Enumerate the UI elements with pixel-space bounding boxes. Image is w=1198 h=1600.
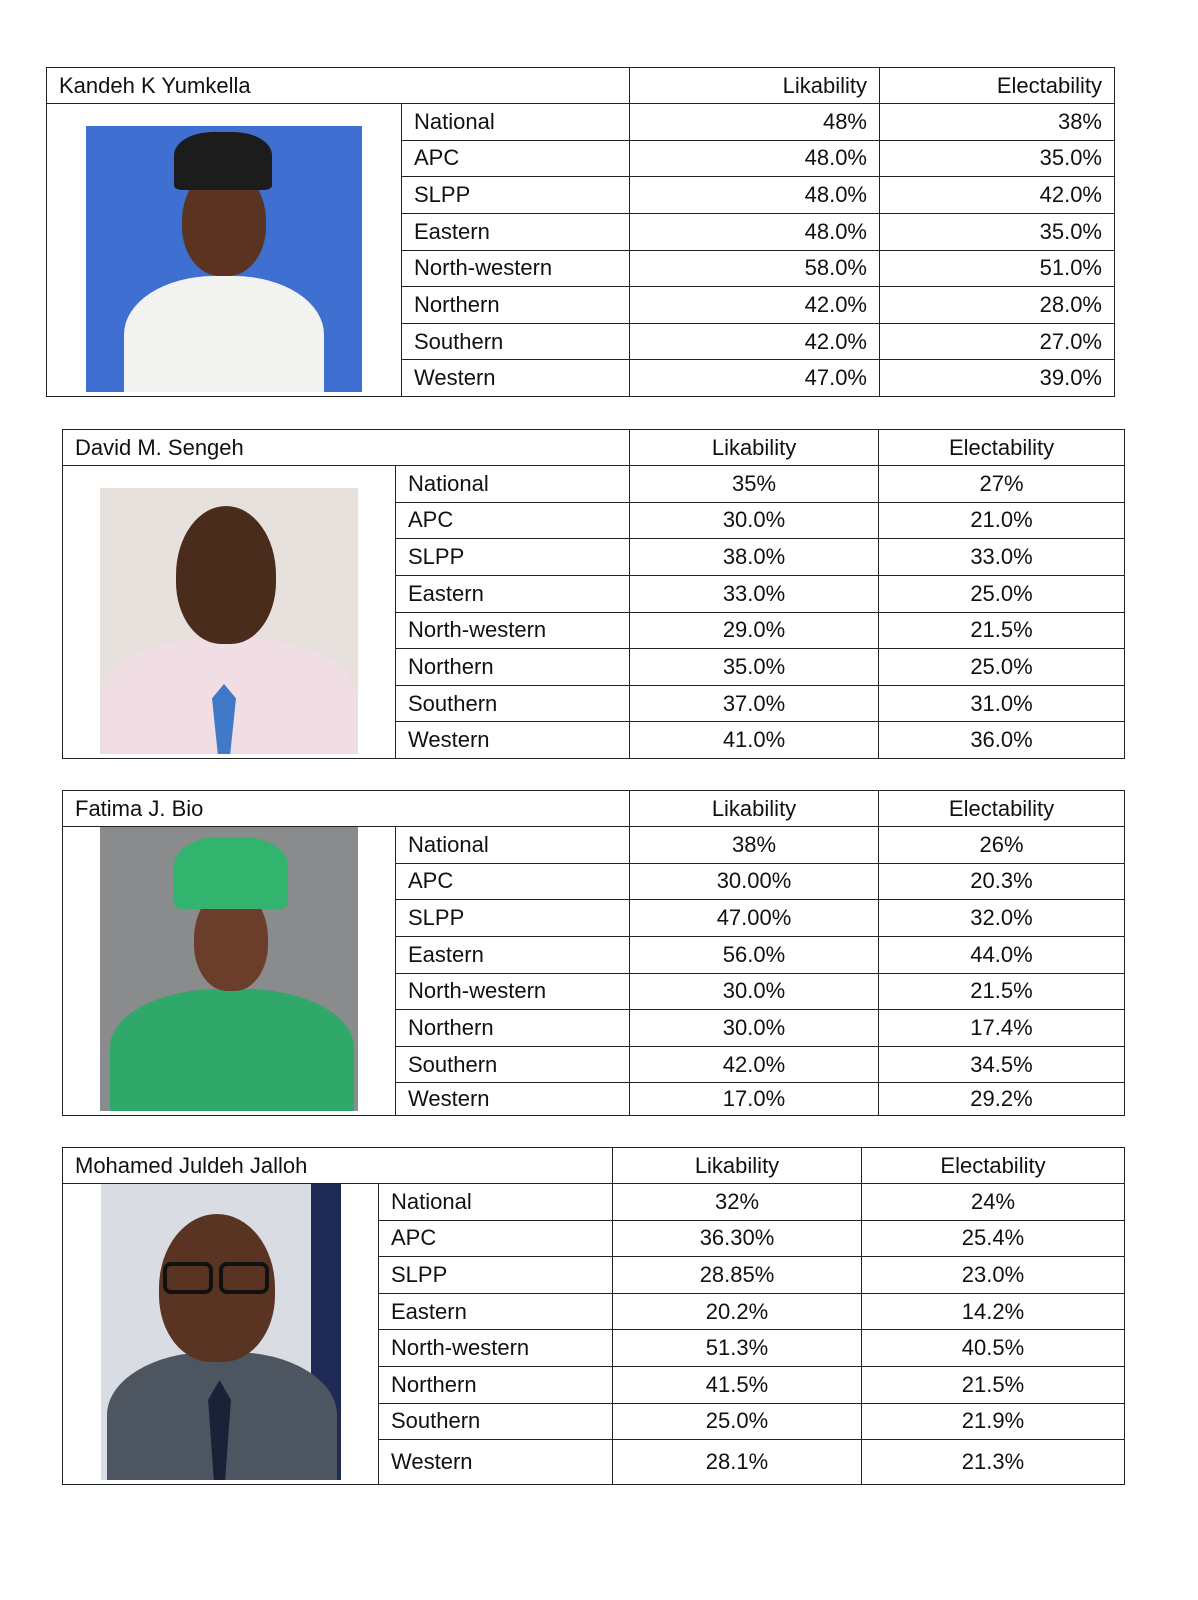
region-label: National xyxy=(402,104,630,141)
likability-value: 47.0% xyxy=(630,360,880,397)
electability-value: 21.5% xyxy=(879,612,1125,649)
electability-value: 42.0% xyxy=(880,177,1115,214)
likability-value: 51.3% xyxy=(613,1330,862,1367)
region-label: National xyxy=(396,466,630,503)
electability-header: Electability xyxy=(862,1148,1125,1184)
electability-value: 36.0% xyxy=(879,722,1125,759)
region-label: Eastern xyxy=(396,936,630,973)
likability-value: 32% xyxy=(613,1184,862,1221)
electability-value: 35.0% xyxy=(880,140,1115,177)
likability-header: Likability xyxy=(630,68,880,104)
electability-value: 32.0% xyxy=(879,900,1125,937)
electability-value: 14.2% xyxy=(862,1293,1125,1330)
electability-value: 26% xyxy=(879,827,1125,864)
likability-value: 33.0% xyxy=(630,575,879,612)
electability-value: 21.3% xyxy=(862,1440,1125,1485)
electability-value: 35.0% xyxy=(880,213,1115,250)
candidate-name: Mohamed Juldeh Jalloh xyxy=(63,1148,613,1184)
candidate-photo-cell xyxy=(63,827,396,1116)
electability-value: 33.0% xyxy=(879,539,1125,576)
electability-value: 24% xyxy=(862,1184,1125,1221)
likability-value: 28.85% xyxy=(613,1257,862,1294)
electability-value: 27% xyxy=(879,466,1125,503)
likability-value: 47.00% xyxy=(630,900,879,937)
electability-value: 29.2% xyxy=(879,1083,1125,1116)
electability-value: 20.3% xyxy=(879,863,1125,900)
candidate-photo xyxy=(101,1184,341,1480)
region-label: APC xyxy=(396,502,630,539)
candidate-photo xyxy=(100,827,358,1111)
electability-value: 25.4% xyxy=(862,1220,1125,1257)
likability-value: 42.0% xyxy=(630,1046,879,1083)
likability-value: 42.0% xyxy=(630,287,880,324)
electability-value: 25.0% xyxy=(879,575,1125,612)
likability-value: 48% xyxy=(630,104,880,141)
electability-value: 23.0% xyxy=(862,1257,1125,1294)
region-label: Northern xyxy=(396,1010,630,1047)
electability-value: 27.0% xyxy=(880,323,1115,360)
region-label: SLPP xyxy=(402,177,630,214)
region-label: Northern xyxy=(396,649,630,686)
likability-value: 41.0% xyxy=(630,722,879,759)
region-label: North-western xyxy=(396,973,630,1010)
region-label: Eastern xyxy=(396,575,630,612)
electability-value: 21.5% xyxy=(879,973,1125,1010)
electability-value: 51.0% xyxy=(880,250,1115,287)
likability-value: 41.5% xyxy=(613,1366,862,1403)
region-label: Southern xyxy=(379,1403,613,1440)
region-label: National xyxy=(396,827,630,864)
likability-value: 17.0% xyxy=(630,1083,879,1116)
likability-value: 30.0% xyxy=(630,502,879,539)
candidate-photo-cell xyxy=(63,1184,379,1485)
likability-value: 28.1% xyxy=(613,1440,862,1485)
electability-value: 31.0% xyxy=(879,685,1125,722)
candidate-table-sengeh xyxy=(62,429,1125,759)
region-label: SLPP xyxy=(379,1257,613,1294)
candidate-table-jalloh xyxy=(62,1147,1125,1485)
likability-value: 42.0% xyxy=(630,323,880,360)
electability-header: Electability xyxy=(879,430,1125,466)
candidate-name: Kandeh K Yumkella xyxy=(47,68,630,104)
electability-value: 21.0% xyxy=(879,502,1125,539)
electability-value: 40.5% xyxy=(862,1330,1125,1367)
likability-value: 48.0% xyxy=(630,213,880,250)
likability-header: Likability xyxy=(613,1148,862,1184)
likability-value: 35% xyxy=(630,466,879,503)
region-label: Western xyxy=(396,1083,630,1116)
region-label: APC xyxy=(396,863,630,900)
region-label: Western xyxy=(402,360,630,397)
electability-value: 21.9% xyxy=(862,1403,1125,1440)
likability-value: 37.0% xyxy=(630,685,879,722)
electability-value: 25.0% xyxy=(879,649,1125,686)
region-label: Southern xyxy=(396,685,630,722)
likability-value: 25.0% xyxy=(613,1403,862,1440)
likability-value: 35.0% xyxy=(630,649,879,686)
electability-value: 39.0% xyxy=(880,360,1115,397)
region-label: Northern xyxy=(402,287,630,324)
electability-value: 44.0% xyxy=(879,936,1125,973)
likability-value: 20.2% xyxy=(613,1293,862,1330)
likability-value: 30.00% xyxy=(630,863,879,900)
likability-value: 29.0% xyxy=(630,612,879,649)
candidate-name: Fatima J. Bio xyxy=(63,791,630,827)
candidate-photo-cell xyxy=(47,104,402,397)
region-label: National xyxy=(379,1184,613,1221)
region-label: Western xyxy=(379,1440,613,1485)
region-label: Western xyxy=(396,722,630,759)
electability-header: Electability xyxy=(880,68,1115,104)
electability-value: 38% xyxy=(880,104,1115,141)
region-label: Southern xyxy=(402,323,630,360)
electability-value: 34.5% xyxy=(879,1046,1125,1083)
candidate-photo-cell xyxy=(63,466,396,759)
region-label: Eastern xyxy=(402,213,630,250)
likability-header: Likability xyxy=(630,791,879,827)
region-label: North-western xyxy=(396,612,630,649)
likability-value: 30.0% xyxy=(630,1010,879,1047)
likability-value: 56.0% xyxy=(630,936,879,973)
electability-value: 17.4% xyxy=(879,1010,1125,1047)
region-label: North-western xyxy=(379,1330,613,1367)
likability-value: 48.0% xyxy=(630,140,880,177)
candidate-table-yumkella xyxy=(46,67,1115,397)
candidate-table-bio xyxy=(62,790,1125,1116)
electability-value: 28.0% xyxy=(880,287,1115,324)
region-label: SLPP xyxy=(396,539,630,576)
region-label: APC xyxy=(379,1220,613,1257)
electability-header: Electability xyxy=(879,791,1125,827)
region-label: Northern xyxy=(379,1366,613,1403)
likability-value: 58.0% xyxy=(630,250,880,287)
region-label: APC xyxy=(402,140,630,177)
likability-value: 30.0% xyxy=(630,973,879,1010)
electability-value: 21.5% xyxy=(862,1366,1125,1403)
candidate-photo xyxy=(100,488,358,754)
region-label: North-western xyxy=(402,250,630,287)
candidate-photo xyxy=(86,126,362,392)
likability-value: 48.0% xyxy=(630,177,880,214)
likability-value: 36.30% xyxy=(613,1220,862,1257)
region-label: Eastern xyxy=(379,1293,613,1330)
likability-value: 38% xyxy=(630,827,879,864)
likability-value: 38.0% xyxy=(630,539,879,576)
region-label: Southern xyxy=(396,1046,630,1083)
region-label: SLPP xyxy=(396,900,630,937)
likability-header: Likability xyxy=(630,430,879,466)
candidate-name: David M. Sengeh xyxy=(63,430,630,466)
